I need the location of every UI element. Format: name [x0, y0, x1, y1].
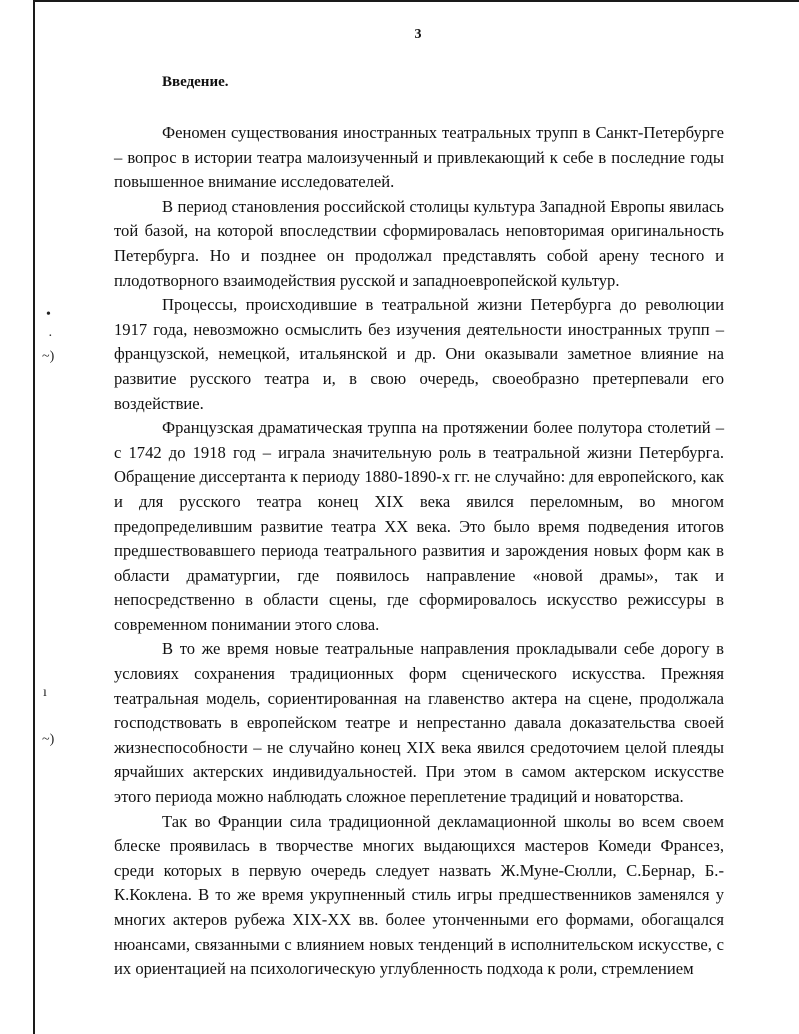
margin-speck: •: [46, 307, 51, 322]
scan-border-top: [33, 0, 799, 2]
page-number: 3: [414, 27, 422, 42]
margin-speck: ı: [43, 685, 47, 700]
body-text: [114, 121, 724, 982]
paragraph: Феномен существования иностранных театральных трупп в Санкт-Петербурге – вопрос в истории театра малоизученный и привлекающий к себе в последние годы повышенное внимание исследователей.: [114, 123, 724, 192]
paragraph: Так во Франции сила традиционной декламационной школы во всем своем блеске проявилась в творчестве многих выдающихся мастеров Комеди Франсез, среди которых в первую очередь следует назвать Ж.Муне-Сюлли, С.Бернар, Б.-К.Коклена. В то же время укрупненный стиль игры предшественников заменялся у многих актеров рубежа XIX-XX вв. более утонченными его формами, обогащался нюансами, связанными с влиянием новых тенденций в исполнительском искусстве, с их ориентацией на психологическую углубленность подхода к роли, стремлением: [114, 811, 724, 979]
scan-border-left: [33, 0, 35, 1034]
paragraph: В то же время новые театральные направления прокладывали себе дорогу в условиях сохранения традиционных форм сценического искусства. Прежняя театральная модель, сориентированная на главенство актера на сцене, продолжала господствовать в европейском театре и непрестанно давала доказательства своей жизнеспособности – не случайно конец XIX века явился средоточием целой плеяды ярчайших актерских индивидуальностей. При этом в самом актерском искусстве этого периода можно наблюдать сложное переплетение традиций и новаторства.: [114, 639, 724, 807]
margin-speck: ·: [48, 329, 53, 344]
paragraph: Французская драматическая труппа на протяжении более полутора столетий – с 1742 до 1918 год – играла значительную роль в театральной жизни Петербурга. Обращение диссертанта к периоду 1880-1890-х гг. не случайно: для европейского, как и для русского театра конец XIX века явился переломным, во многом предопределившим развитие театра XX века. Это было время подведения итогов предшествовавшего периода театрального развития и зарождения новых форм как в области драматургии, где появилось направление «новой драмы», так и непосредственно в области сцены, где сформировалось искусство режиссуры в современном понимании этого слова.: [114, 418, 724, 634]
margin-speck: ~): [42, 732, 55, 747]
section-heading: Введение.: [162, 74, 229, 90]
paragraph: Процессы, происходившие в театральной жизни Петербурга до революции 1917 года, невозможно осмыслить без изучения деятельности иностранных трупп – французской, немецкой, итальянской и др. Они оказывали заметное влияние на развитие русского театра и, в свою очередь, своеобразно претерпевали его воздействие.: [114, 295, 724, 413]
margin-speck: ~): [42, 349, 55, 364]
paragraph: В период становления российской столицы культура Западной Европы явилась той базой, на которой впоследствии сформировалась неповторимая оригинальность Петербурга. Но и позднее он продолжал представлять собой арену тесного и плодотворного взаимодействия русской и западноевропейской культур.: [114, 196, 724, 290]
